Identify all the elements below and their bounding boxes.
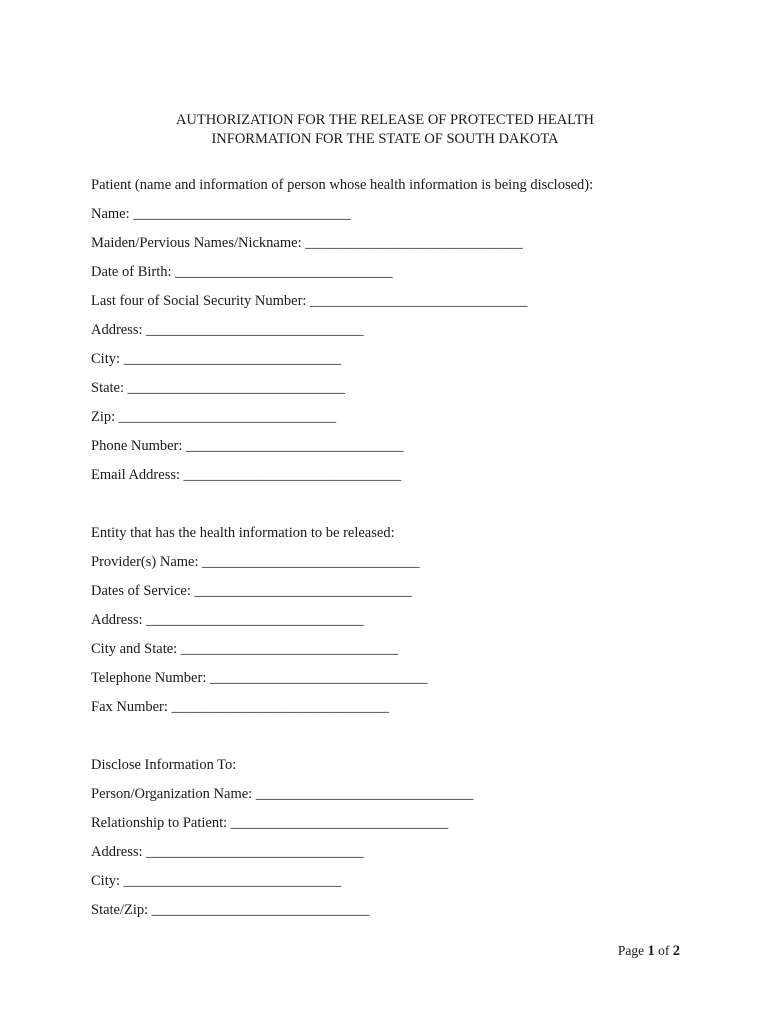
patient-address-field[interactable]: Address: ______________________________ <box>91 322 364 338</box>
current-page-number: 1 <box>647 943 655 959</box>
section-spacer <box>91 494 711 523</box>
entity-dates-of-service-field[interactable]: Dates of Service: ______________________________ <box>91 583 412 599</box>
title-line-1: AUTHORIZATION FOR THE RELEASE OF PROTECTED HEALTH <box>175 112 595 128</box>
section-spacer <box>91 726 711 755</box>
patient-ssn-last-four-field[interactable]: Last four of Social Security Number: ______________________________ <box>91 293 528 309</box>
page-word: Page <box>617 943 645 958</box>
patient-email-field[interactable]: Email Address: ______________________________ <box>91 467 402 483</box>
page-number <box>618 942 680 960</box>
form-body <box>91 175 711 929</box>
disclose-city-field[interactable]: City: ______________________________ <box>91 873 342 889</box>
entity-city-state-field[interactable]: City and State: ______________________________ <box>91 641 399 657</box>
entity-fax-field[interactable]: Fax Number: ______________________________ <box>91 699 390 715</box>
patient-date-of-birth-field[interactable]: Date of Birth: ______________________________ <box>91 264 393 280</box>
disclose-relationship-field[interactable]: Relationship to Patient: ______________________________ <box>91 815 449 831</box>
patient-zip-field[interactable]: Zip: ______________________________ <box>91 409 337 425</box>
patient-state-field[interactable]: State: ______________________________ <box>91 380 346 396</box>
entity-provider-name-field[interactable]: Provider(s) Name: ______________________________ <box>91 554 420 570</box>
patient-city-field[interactable]: City: ______________________________ <box>91 351 342 367</box>
patient-maiden-names-field[interactable]: Maiden/Pervious Names/Nickname: ______________________________ <box>91 235 523 251</box>
page-title <box>0 111 770 148</box>
of-word: of <box>658 943 670 958</box>
entity-telephone-field[interactable]: Telephone Number: ______________________________ <box>91 670 428 686</box>
disclose-address-field[interactable]: Address: ______________________________ <box>91 844 364 860</box>
total-pages-number: 2 <box>672 943 680 959</box>
title-line-2: INFORMATION FOR THE STATE OF SOUTH DAKOTA <box>211 130 559 147</box>
patient-name-field[interactable]: Name: ______________________________ <box>91 206 351 222</box>
disclose-organization-name-field[interactable]: Person/Organization Name: ______________________________ <box>91 786 474 802</box>
patient-section-heading: Patient (name and information of person whose health information is being disclosed): <box>91 177 594 193</box>
entity-section-heading: Entity that has the health information to be released: <box>91 525 395 541</box>
disclose-state-zip-field[interactable]: State/Zip: ______________________________ <box>91 902 370 918</box>
disclose-section-heading: Disclose Information To: <box>91 757 237 773</box>
patient-phone-field[interactable]: Phone Number: ______________________________ <box>91 438 404 454</box>
entity-address-field[interactable]: Address: ______________________________ <box>91 612 364 628</box>
